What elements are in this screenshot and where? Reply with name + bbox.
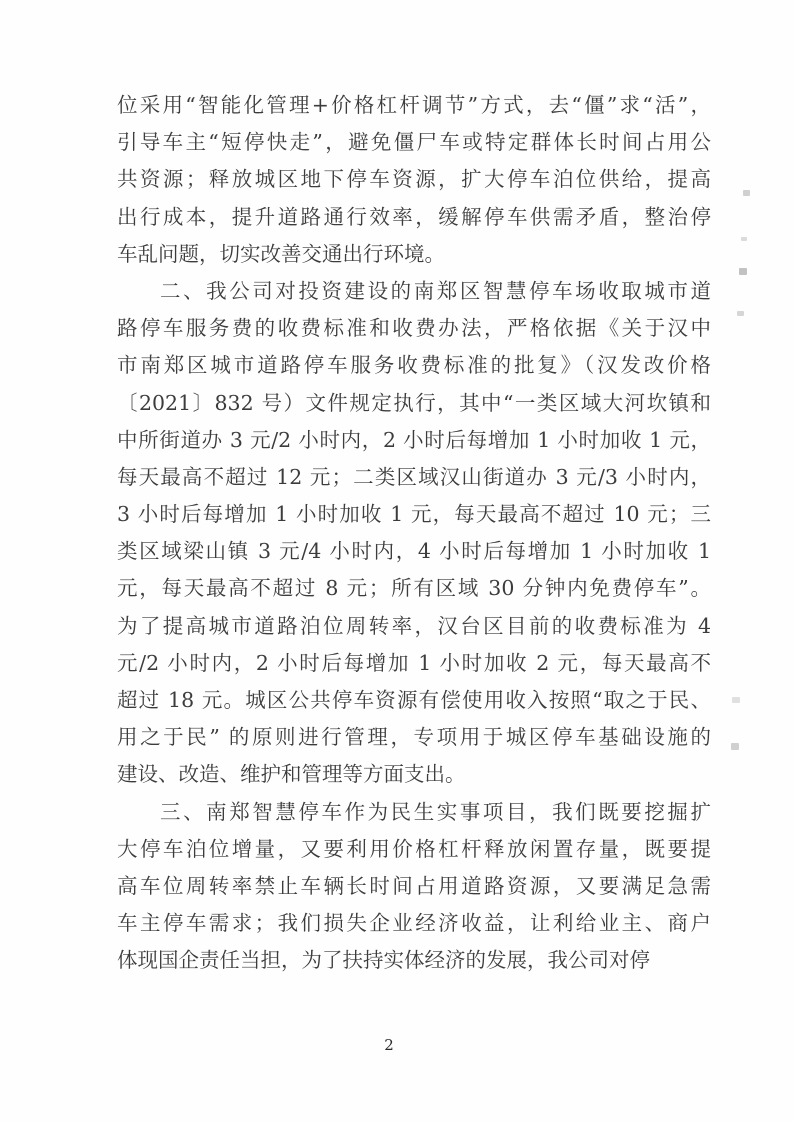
text-line: 用之于民” 的原则进行管理，专项用于城区停车基础设施的 (117, 725, 711, 750)
scan-speck (732, 697, 740, 703)
text-line: 元/2 小时内，2 小时后每增加 1 小时加收 2 元，每天最高不 (117, 650, 711, 675)
text-line: 位采用“智能化管理+价格杠杆调节”方式，去“僵”求“活”， (117, 93, 711, 117)
text-line: 每天最高不超过 12 元；二类区域汉山街道办 3 元/3 小时内， (117, 464, 711, 489)
text-line: 高车位周转率禁止车辆长时间占用道路资源，又要满足急需 (117, 873, 711, 898)
text-line: 路停车服务费的收费标准和收费办法，严格依据《关于汉中 (117, 316, 711, 341)
text-line: 中所街道办 3 元/2 小时内，2 小时后每增加 1 小时加收 1 元， (117, 427, 711, 452)
scan-speck (743, 190, 750, 196)
paragraph (117, 273, 711, 794)
body-text (117, 87, 711, 980)
text-line: 引导车主“短停快走”，避免僵尸车或特定群体长时间占用公 (117, 130, 711, 155)
scan-speck (731, 743, 739, 750)
text-line: 出行成本，提升道路通行效率，缓解停车供需矛盾，整治停 (117, 204, 711, 229)
text-line: 建设、改造、维护和管理等方面支出。 (117, 762, 466, 787)
text-line: 类区域梁山镇 3 元/4 小时内，4 小时后每增加 1 小时加收 1 (117, 539, 711, 564)
text-line: 〔2021〕832 号）文件规定执行，其中“一类区域大河坎镇和 (117, 390, 711, 415)
scan-speck (739, 268, 747, 275)
text-line: 车主停车需求；我们损失企业经济收益，让利给业主、商户 (117, 911, 711, 936)
text-line: 体现国企责任当担，为了扶持实体经济的发展，我公司对停 (117, 948, 650, 973)
paragraph (117, 87, 711, 273)
page-number: 2 (384, 1036, 394, 1054)
text-line: 市南郑区城市道路停车服务收费标准的批复》（汉发改价格 (117, 353, 711, 378)
text-line: 为了提高城市道路泊位周转率，汉台区目前的收费标准为 4 (117, 613, 711, 638)
text-line: 二、我公司对投资建设的南郑区智慧停车场收取城市道 (160, 278, 711, 303)
text-line: 元，每天最高不超过 8 元；所有区域 30 分钟内免费停车”。 (117, 576, 711, 601)
scan-speck (737, 311, 744, 316)
scan-speck (741, 237, 747, 241)
text-line: 3 小时后每增加 1 小时加收 1 元，每天最高不超过 10 元；三 (117, 502, 711, 527)
text-line: 超过 18 元。城区公共停车资源有偿使用收入按照“取之于民、 (117, 688, 711, 712)
text-line: 大停车泊位增量，又要利用价格杠杆释放闲置存量，既要提 (117, 836, 711, 861)
text-line: 三、南郑智慧停车作为民生实事项目，我们既要挖掘扩 (160, 799, 711, 824)
text-line: 共资源；释放城区地下停车资源，扩大停车泊位供给，提高 (117, 167, 711, 192)
text-line: 车乱问题，切实改善交通出行环境。 (117, 241, 445, 266)
paragraph (117, 794, 711, 980)
